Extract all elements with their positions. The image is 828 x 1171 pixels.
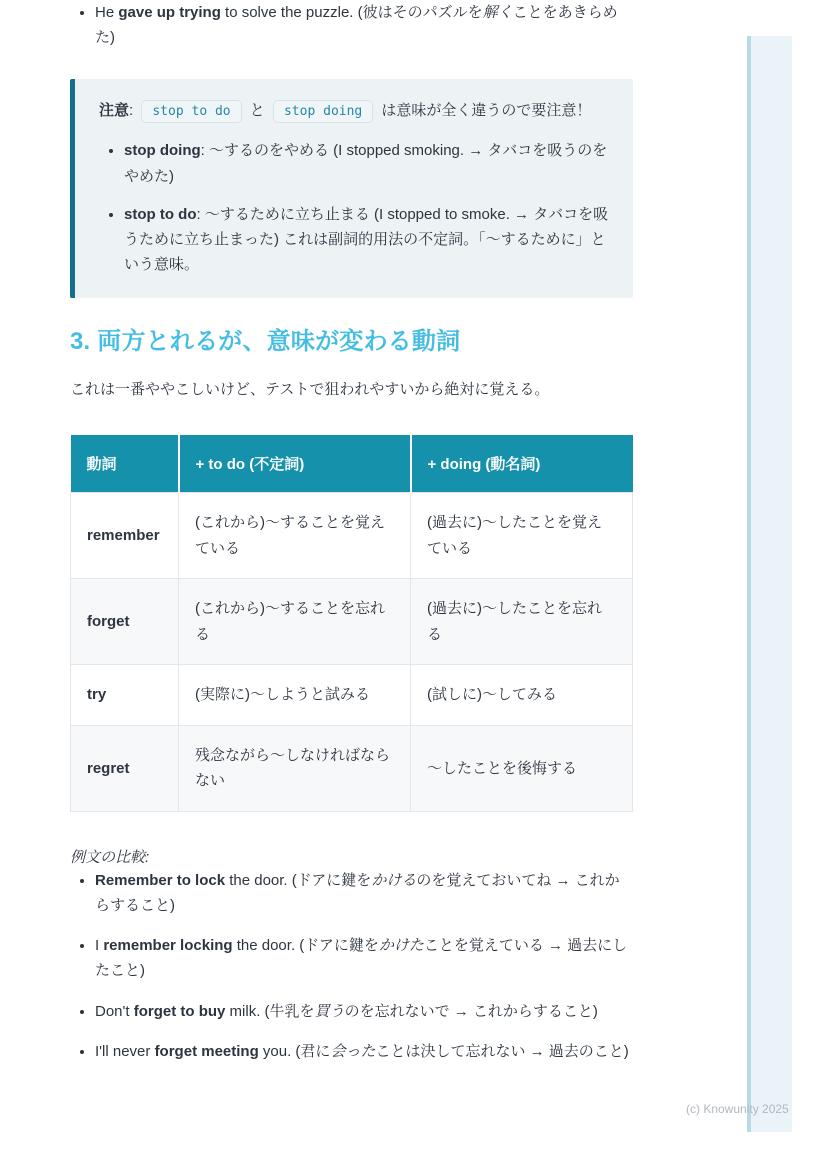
list-item	[95, 1039, 633, 1064]
text-segment: I'll never	[95, 1042, 155, 1060]
list-item	[95, 0, 633, 50]
list-item	[95, 933, 633, 983]
text-segment: ことは決して忘れない → 過去のこと)	[375, 1042, 629, 1060]
document-content	[70, 0, 633, 1079]
examples-label: 例文の比較:	[70, 848, 150, 866]
text-segment: : 〜するために立ち止まる (I stopped to smoke. → タバコを吸うために立ち止まった) これは副詞的用法の不定詞。「〜するために」という意味。	[124, 205, 609, 274]
text-segment: と	[245, 102, 269, 120]
verb-cell: remember	[71, 493, 179, 579]
to-do-meaning-cell: (これから)〜することを覚えている	[179, 493, 411, 579]
text-segment: Remember to lock	[95, 871, 226, 889]
text-segment: forget to buy	[133, 1002, 226, 1020]
inline-code: stop doing	[273, 100, 373, 123]
text-segment: 注意	[99, 102, 130, 120]
text-segment: I	[95, 937, 104, 955]
doing-meaning-cell: (試しに)〜してみる	[411, 665, 633, 726]
text-segment: のを忘れないで → これからすること)	[344, 1002, 598, 1020]
to-do-meaning-cell: (実際に)〜しようと試みる	[179, 665, 411, 726]
text-segment: 解く	[482, 4, 513, 21]
text-segment: to solve the puzzle. (彼はそのパズルを	[220, 4, 483, 21]
list-item	[124, 202, 609, 278]
text-segment: the door. (ドアに鍵を	[232, 937, 379, 955]
verbs-table	[70, 435, 633, 812]
text-segment: かける	[371, 871, 417, 889]
text-segment: のを覚えておいてね → これからすること)	[95, 871, 620, 914]
table-header-row	[71, 435, 633, 493]
verb-cell: regret	[71, 725, 179, 811]
doing-meaning-cell: (過去に)〜したことを覚えている	[411, 493, 633, 579]
table-row	[71, 665, 633, 726]
text-segment: かけた	[378, 937, 424, 955]
column-header-to-do: + to do (不定詞)	[179, 435, 411, 493]
column-header-doing: + doing (動名詞)	[411, 435, 633, 493]
to-do-meaning-cell: 残念ながら〜しなければならない	[179, 725, 411, 811]
text-segment: stop to do	[124, 205, 197, 223]
verb-cell: forget	[71, 579, 179, 665]
inline-code: stop to do	[141, 100, 241, 123]
text-segment: gave up trying	[118, 4, 221, 21]
note-callout	[70, 79, 633, 298]
text-segment: stop doing	[124, 142, 201, 160]
to-do-meaning-cell: (これから)〜することを忘れる	[179, 579, 411, 665]
table-row	[71, 579, 633, 665]
doing-meaning-cell: 〜したことを後悔する	[411, 725, 633, 811]
table-row	[71, 493, 633, 579]
text-segment: milk. (牛乳を	[225, 1002, 315, 1020]
list-item	[95, 999, 633, 1024]
intro-list	[70, 0, 633, 50]
copyright: (c) Knowunity 2025	[686, 1102, 789, 1116]
text-segment: : 〜するのをやめる (I stopped smoking. → タバコを吸うのをやめた)	[124, 142, 608, 185]
callout-list	[99, 138, 609, 277]
doing-meaning-cell: (過去に)〜したことを忘れる	[411, 579, 633, 665]
text-segment: remember locking	[103, 937, 233, 955]
section-heading: 3. 両方とれるが、意味が変わる動詞	[70, 328, 461, 356]
text-segment: :	[129, 102, 138, 120]
text-segment: 買う	[314, 1002, 345, 1020]
callout-title	[99, 96, 609, 126]
text-segment: He	[95, 4, 119, 21]
table-row	[71, 725, 633, 811]
list-item	[124, 138, 609, 188]
text-segment: 会った	[330, 1042, 376, 1060]
text-segment: forget meeting	[154, 1042, 259, 1060]
text-segment: は意味が全く違うので要注意！	[377, 102, 592, 120]
column-header-verb: 動詞	[71, 435, 179, 493]
text-segment: the door. (ドアに鍵を	[225, 871, 372, 889]
section-intro: これは一番ややこしいけど、テストで狙われやすいから絶対に覚える。	[70, 381, 550, 399]
text-segment: ことを覚えている → 過去にしたこと)	[95, 937, 628, 980]
text-segment: ことをあきらめた)	[95, 4, 618, 47]
verb-cell: try	[71, 665, 179, 726]
text-segment: Don't	[95, 1002, 134, 1020]
text-segment: you. (君に	[258, 1042, 331, 1060]
examples-list	[70, 868, 633, 1064]
list-item	[95, 868, 633, 918]
page-edge-decoration	[747, 36, 792, 1132]
